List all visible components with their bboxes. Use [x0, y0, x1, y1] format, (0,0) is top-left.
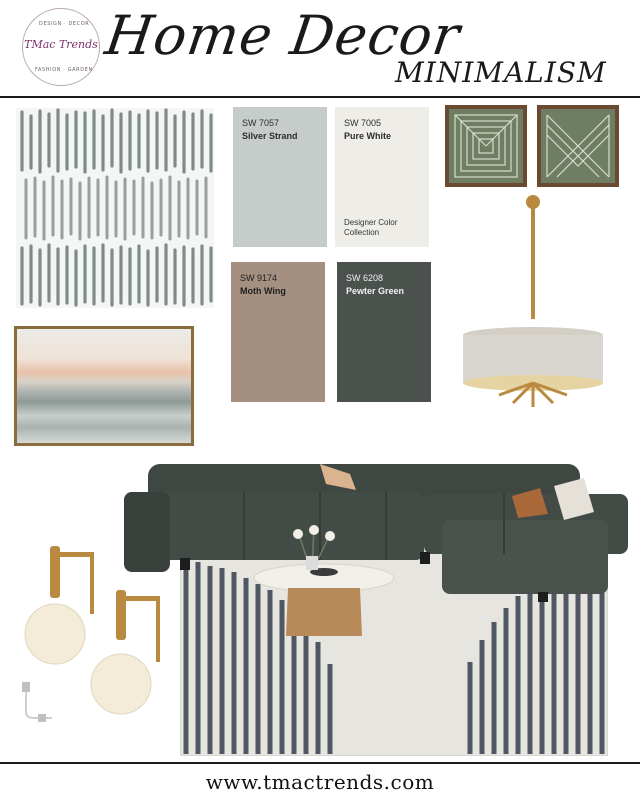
- footer-divider: [0, 762, 640, 764]
- sconce-globe: [25, 604, 85, 664]
- framed-art-right: [537, 105, 619, 187]
- framed-art-left: [445, 105, 527, 187]
- swatch-collection-note: Designer Color Collection: [344, 218, 398, 237]
- paint-swatch-pure-white: [335, 107, 429, 247]
- tile-sample-image: [16, 108, 214, 308]
- website-url[interactable]: www.tmactrends.com: [205, 770, 435, 794]
- swatch-name: Pure White: [344, 131, 392, 141]
- swatch-name: Pewter Green: [346, 286, 405, 296]
- geometric-art-graphic: [449, 109, 523, 183]
- swatch-code: SW 7057: [242, 118, 280, 128]
- swatch-name: Silver Strand: [242, 131, 298, 141]
- logo-ring-bottom-text: FASHION · GARDEN: [35, 67, 93, 73]
- paint-swatch-pewter-green: [337, 262, 431, 402]
- abstract-landscape-art: [14, 326, 194, 446]
- pendant-rod: [531, 205, 535, 319]
- page-title: Home Decor: [101, 4, 465, 67]
- paint-swatch-silver-strand: [233, 107, 327, 247]
- brand-logo: [22, 8, 100, 86]
- usb-cable-icon: [16, 682, 56, 722]
- coffee-table: [252, 524, 396, 642]
- tile-pattern-graphic: [16, 108, 214, 308]
- flower-vase: [306, 556, 318, 570]
- swatch-code: SW 7005: [344, 118, 382, 128]
- swatch-code: SW 6208: [346, 273, 384, 283]
- logo-ring-top-text: DESIGN · DECOR: [39, 21, 90, 27]
- paint-swatch-moth-wing: [231, 262, 325, 402]
- swatch-name: Moth Wing: [240, 286, 286, 296]
- page-subtitle: MINIMALISM: [395, 56, 607, 89]
- sconce-globe: [91, 654, 151, 714]
- logo-name: TMac Trends: [24, 38, 98, 51]
- drum-pendant-light: [455, 195, 615, 415]
- sofa-chaise: [442, 520, 608, 594]
- swatch-code: SW 9174: [240, 273, 278, 283]
- table-base: [286, 588, 362, 636]
- geometric-art-graphic: [541, 109, 615, 183]
- header-divider: [0, 96, 640, 98]
